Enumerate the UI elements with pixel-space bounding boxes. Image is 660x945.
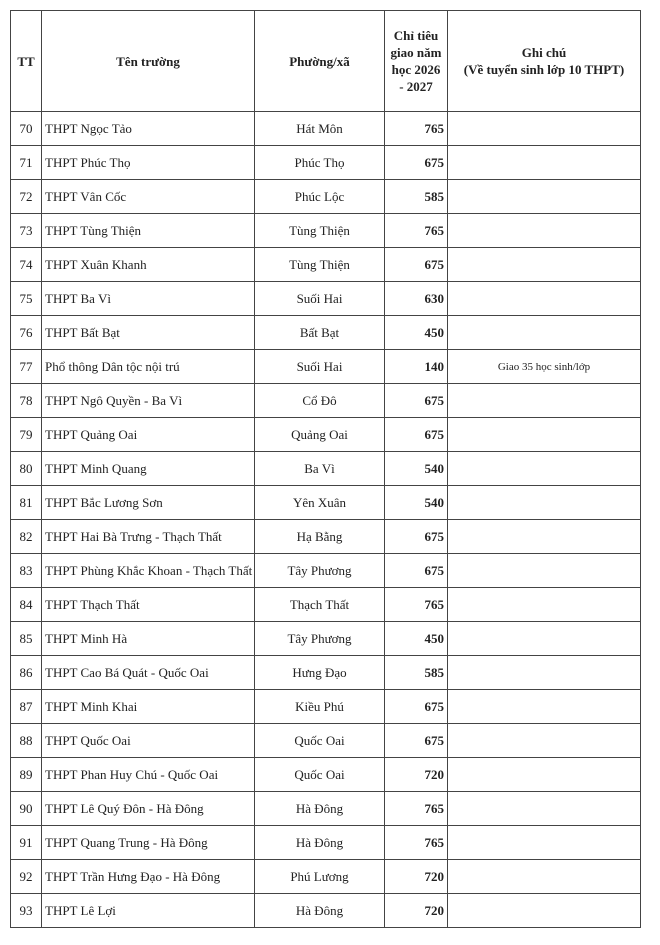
table-row (11, 724, 641, 758)
row-number: 77 (11, 350, 42, 384)
school-name: THPT Phùng Khắc Khoan - Thạch Thất (42, 554, 255, 588)
header-note-title: Ghi chú (521, 45, 567, 60)
quota-value: 675 (385, 690, 448, 724)
quota-value: 720 (385, 860, 448, 894)
note-text (448, 520, 641, 554)
quota-value: 765 (385, 826, 448, 860)
row-number: 88 (11, 724, 42, 758)
quota-value: 765 (385, 792, 448, 826)
school-name: THPT Minh Khai (42, 690, 255, 724)
row-number: 90 (11, 792, 42, 826)
row-number: 83 (11, 554, 42, 588)
header-quota: Chỉ tiêu giao năm học 2026 - 2027 (385, 11, 448, 112)
note-text (448, 554, 641, 588)
quota-value: 765 (385, 588, 448, 622)
ward-name: Hà Đông (255, 826, 385, 860)
school-name: THPT Trần Hưng Đạo - Hà Đông (42, 860, 255, 894)
note-text (448, 894, 641, 928)
table-row (11, 860, 641, 894)
table-row (11, 146, 641, 180)
quota-value: 540 (385, 452, 448, 486)
school-name: THPT Hai Bà Trưng - Thạch Thất (42, 520, 255, 554)
school-name: THPT Ba Vì (42, 282, 255, 316)
note-text (448, 622, 641, 656)
header-row (11, 11, 641, 112)
header-note (448, 11, 641, 112)
quota-value: 540 (385, 486, 448, 520)
school-name: THPT Ngọc Tảo (42, 112, 255, 146)
note-text: Giao 35 học sinh/lớp (448, 350, 641, 384)
quota-value: 675 (385, 384, 448, 418)
row-number: 87 (11, 690, 42, 724)
note-text (448, 486, 641, 520)
row-number: 84 (11, 588, 42, 622)
ward-name: Cổ Đô (255, 384, 385, 418)
school-name: THPT Xuân Khanh (42, 248, 255, 282)
table-row (11, 894, 641, 928)
table-row (11, 792, 641, 826)
note-text (448, 146, 641, 180)
table-row (11, 554, 641, 588)
ward-name: Phúc Thọ (255, 146, 385, 180)
school-name: THPT Phúc Thọ (42, 146, 255, 180)
header-school-name: Tên trường (42, 11, 255, 112)
quota-value: 675 (385, 146, 448, 180)
row-number: 89 (11, 758, 42, 792)
note-text (448, 418, 641, 452)
ward-name: Hưng Đạo (255, 656, 385, 690)
quota-value: 675 (385, 554, 448, 588)
ward-name: Ba Vì (255, 452, 385, 486)
table-row (11, 826, 641, 860)
quota-value: 675 (385, 724, 448, 758)
ward-name: Tùng Thiện (255, 214, 385, 248)
school-name: THPT Quảng Oai (42, 418, 255, 452)
table-row (11, 520, 641, 554)
school-name: THPT Lê Quý Đôn - Hà Đông (42, 792, 255, 826)
quota-value: 630 (385, 282, 448, 316)
row-number: 75 (11, 282, 42, 316)
table-row (11, 622, 641, 656)
school-name: THPT Quang Trung - Hà Đông (42, 826, 255, 860)
school-name: THPT Lê Lợi (42, 894, 255, 928)
note-text (448, 758, 641, 792)
ward-name: Hạ Bằng (255, 520, 385, 554)
ward-name: Tùng Thiện (255, 248, 385, 282)
note-text (448, 860, 641, 894)
school-name: THPT Ngô Quyền - Ba Vì (42, 384, 255, 418)
quota-value: 585 (385, 656, 448, 690)
school-name: THPT Tùng Thiện (42, 214, 255, 248)
note-text (448, 248, 641, 282)
row-number: 70 (11, 112, 42, 146)
note-text (448, 656, 641, 690)
ward-name: Hà Đông (255, 792, 385, 826)
school-name: THPT Quốc Oai (42, 724, 255, 758)
row-number: 93 (11, 894, 42, 928)
table-row (11, 384, 641, 418)
note-text (448, 214, 641, 248)
row-number: 72 (11, 180, 42, 214)
table-row (11, 316, 641, 350)
note-text (448, 826, 641, 860)
quota-value: 675 (385, 418, 448, 452)
row-number: 73 (11, 214, 42, 248)
ward-name: Thạch Thất (255, 588, 385, 622)
table-row (11, 418, 641, 452)
school-name: THPT Thạch Thất (42, 588, 255, 622)
table-row (11, 248, 641, 282)
table-row (11, 112, 641, 146)
school-name: THPT Vân Cốc (42, 180, 255, 214)
ward-name: Hà Đông (255, 894, 385, 928)
row-number: 81 (11, 486, 42, 520)
row-number: 78 (11, 384, 42, 418)
school-name: THPT Minh Hà (42, 622, 255, 656)
school-name: THPT Minh Quang (42, 452, 255, 486)
table-row (11, 758, 641, 792)
row-number: 92 (11, 860, 42, 894)
quota-value: 140 (385, 350, 448, 384)
note-text (448, 792, 641, 826)
ward-name: Bất Bạt (255, 316, 385, 350)
table-row (11, 486, 641, 520)
note-text (448, 452, 641, 486)
ward-name: Kiều Phú (255, 690, 385, 724)
row-number: 82 (11, 520, 42, 554)
quota-value: 585 (385, 180, 448, 214)
ward-name: Phúc Lộc (255, 180, 385, 214)
row-number: 71 (11, 146, 42, 180)
table-row (11, 452, 641, 486)
quota-value: 675 (385, 248, 448, 282)
ward-name: Suối Hai (255, 350, 385, 384)
school-name: THPT Bất Bạt (42, 316, 255, 350)
row-number: 79 (11, 418, 42, 452)
note-text (448, 384, 641, 418)
note-text (448, 112, 641, 146)
note-text (448, 180, 641, 214)
row-number: 86 (11, 656, 42, 690)
note-text (448, 316, 641, 350)
note-text (448, 588, 641, 622)
row-number: 91 (11, 826, 42, 860)
note-text (448, 282, 641, 316)
row-number: 80 (11, 452, 42, 486)
quota-value: 720 (385, 758, 448, 792)
school-name: THPT Phan Huy Chú - Quốc Oai (42, 758, 255, 792)
ward-name: Yên Xuân (255, 486, 385, 520)
header-ward: Phường/xã (255, 11, 385, 112)
table-row (11, 180, 641, 214)
ward-name: Tây Phương (255, 554, 385, 588)
header-tt: TT (11, 11, 42, 112)
ward-name: Quốc Oai (255, 724, 385, 758)
ward-name: Tây Phương (255, 622, 385, 656)
school-name: THPT Cao Bá Quát - Quốc Oai (42, 656, 255, 690)
ward-name: Quốc Oai (255, 758, 385, 792)
table-row (11, 690, 641, 724)
row-number: 76 (11, 316, 42, 350)
table-row (11, 350, 641, 384)
quota-value: 765 (385, 112, 448, 146)
ward-name: Phú Lương (255, 860, 385, 894)
note-text (448, 690, 641, 724)
school-name: THPT Bắc Lương Sơn (42, 486, 255, 520)
quota-value: 765 (385, 214, 448, 248)
quota-value: 450 (385, 316, 448, 350)
table-row (11, 214, 641, 248)
ward-name: Quảng Oai (255, 418, 385, 452)
quota-value: 675 (385, 520, 448, 554)
note-text (448, 724, 641, 758)
quota-value: 450 (385, 622, 448, 656)
table-row (11, 588, 641, 622)
row-number: 85 (11, 622, 42, 656)
ward-name: Suối Hai (255, 282, 385, 316)
table-row (11, 656, 641, 690)
header-note-subtitle: (Về tuyển sinh lớp 10 THPT) (463, 62, 625, 77)
table-row (11, 282, 641, 316)
row-number: 74 (11, 248, 42, 282)
school-name: Phổ thông Dân tộc nội trú (42, 350, 255, 384)
quota-value: 720 (385, 894, 448, 928)
school-quota-table (10, 10, 641, 928)
ward-name: Hát Môn (255, 112, 385, 146)
